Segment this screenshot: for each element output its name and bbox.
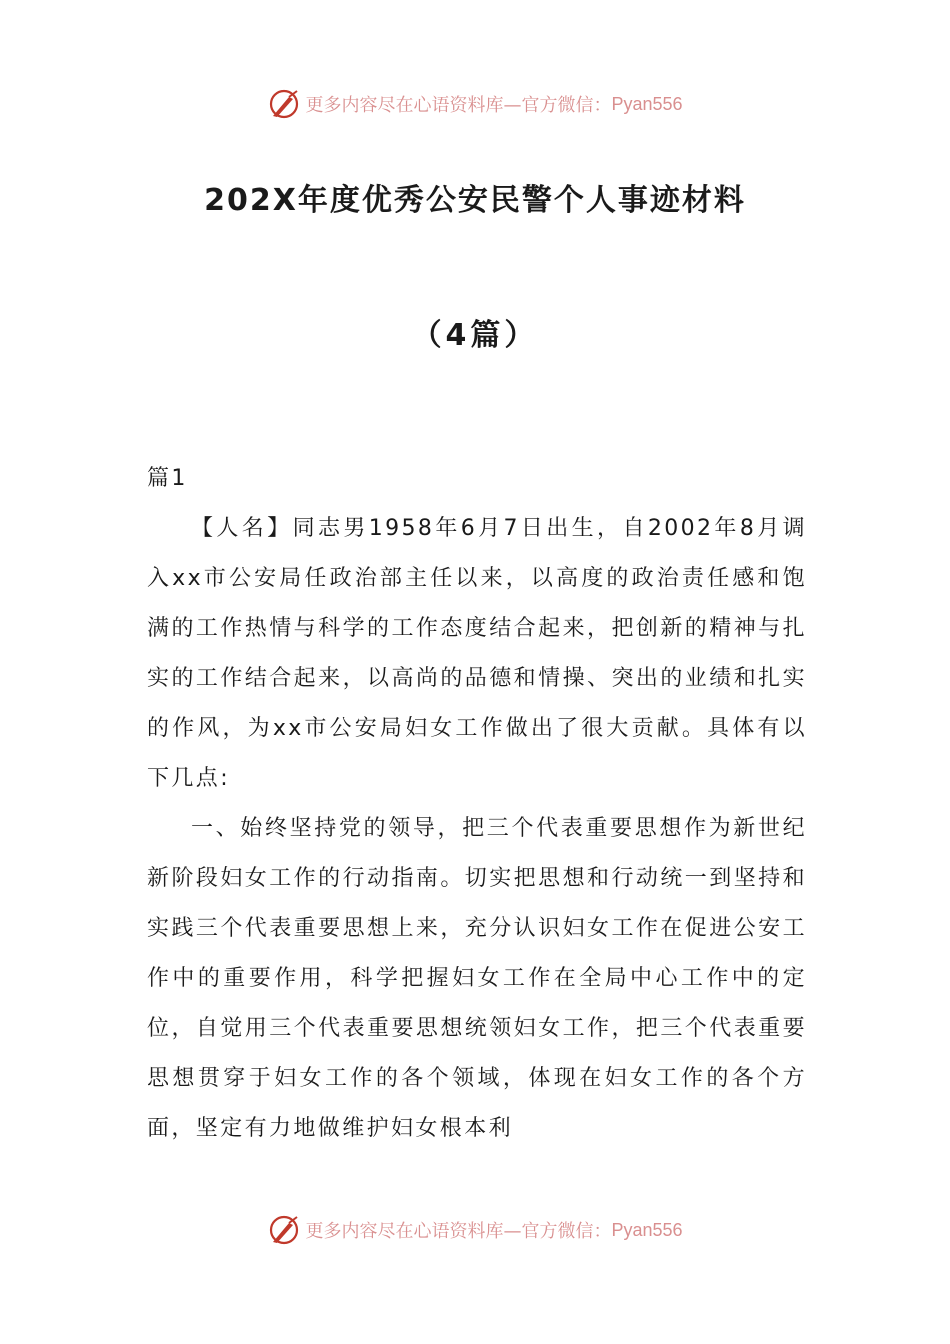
paragraph: 一、始终坚持党的领导，把三个代表重要思想作为新世纪新阶段妇女工作的行动指南。切实把思想和行动统一到坚持和实践三个代表重要思想上来，充分认识妇女工作在促进公安工作中的重要作用，科学把握妇女工作在全局中心工作中的定位，自觉用三个代表重要思想统领妇女工作，把三个代表重要思想贯穿于妇女工作的各个领域，体现在妇女工作的各个方面，坚定有力地做维护妇女根本利 [147, 816, 807, 1141]
document-body [147, 454, 807, 1154]
watermark-text: 更多内容尽在心语资料库—官方微信： [305, 95, 612, 116]
quill-logo-icon [267, 87, 301, 121]
watermark-header [0, 84, 950, 124]
paragraph: 【人名】同志男1958年6月7日出生，自2002年8月调入xx市公安局任政治部主任以来，以高度的政治责任感和饱满的工作热情与科学的工作态度结合起来，把创新的精神与扎实的工作结合起来，以高尚的品德和情操、突出的业绩和扎实的作风，为xx市公安局妇女工作做出了很大贡献。具体有以下几点: [147, 516, 807, 791]
watermark-footer [0, 1210, 950, 1250]
watermark-text: 更多内容尽在心语资料库—官方微信： [305, 1221, 612, 1242]
watermark-wechat-id: Pyan556 [611, 1219, 683, 1240]
section-label: 篇1 [147, 466, 188, 491]
document-subtitle: （4篇） [411, 318, 539, 353]
watermark-wechat-id: Pyan556 [611, 93, 683, 114]
document-title: 202X年度优秀公安民警个人事迹材料 [204, 183, 746, 218]
quill-logo-icon [267, 1213, 301, 1247]
